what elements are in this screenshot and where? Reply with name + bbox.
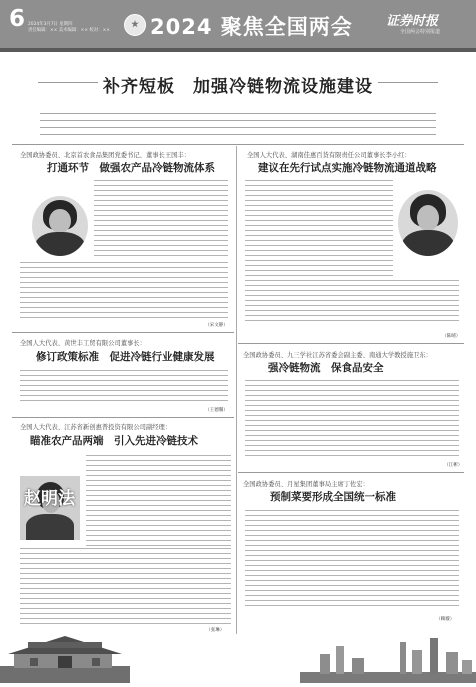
article-byline: （赖璇） xyxy=(436,617,455,622)
article-byline: （宋文静） xyxy=(205,323,228,328)
article-body xyxy=(86,455,231,550)
article-speaker: 全国政协委员、九三学社江苏省委会副主委、南通大学教授施卫东： xyxy=(243,352,432,359)
city-skyline-illustration xyxy=(300,632,476,683)
title-divider-right xyxy=(378,82,438,83)
article-headline: 建议在先行试点实施冷链物流通道战略 xyxy=(258,162,437,174)
speaker-photo xyxy=(398,190,458,256)
article-divider xyxy=(12,417,234,418)
tiananmen-gate-illustration xyxy=(0,628,130,683)
article-speaker: 全国人大代表、黄世丰工贸有限公司董事长： xyxy=(20,340,146,347)
article-body xyxy=(245,180,393,276)
article-byline: （江彬） xyxy=(444,463,463,468)
article-byline: （陈晴） xyxy=(442,334,461,339)
section-divider xyxy=(12,144,464,145)
article-headline: 预制菜要形成全国统一标准 xyxy=(270,491,396,503)
article-body xyxy=(245,380,459,460)
national-emblem-icon xyxy=(124,14,146,36)
paper-name: 证券时报 xyxy=(386,14,439,29)
article-speaker: 全国人大代表、湖南佳惠百货有限责任公司董事长李小红： xyxy=(247,152,411,159)
article-divider xyxy=(12,332,234,333)
article-speaker: 全国人大代表、江苏省新创惠普投资有限公司副经理： xyxy=(20,424,172,431)
article-speaker: 全国政协委员、北京首农食品集团党委书记、董事长王国丰： xyxy=(20,152,191,159)
intro-paragraph xyxy=(40,113,436,139)
article-body xyxy=(245,510,459,610)
column-divider xyxy=(236,146,237,634)
article-byline: （张琳） xyxy=(206,628,225,633)
article-headline: 强冷链物流 保食品安全 xyxy=(268,362,384,374)
article-divider xyxy=(238,343,464,344)
article-body xyxy=(94,180,228,260)
article-byline: （王德馨） xyxy=(205,408,228,413)
article-headline: 打通环节 做强农产品冷链物流体系 xyxy=(47,162,215,174)
article-divider xyxy=(238,472,464,473)
issue-editors: 责任编辑：×× 美术编辑：×× 校对：×× xyxy=(28,28,110,33)
paper-subtitle: 全国两会特别报道 xyxy=(400,29,441,35)
article-body xyxy=(20,262,228,320)
masthead-stripe xyxy=(0,48,476,52)
article-headline: 修订政策标准 促进冷链行业健康发展 xyxy=(36,351,215,363)
page-title: 补齐短板 加强冷链物流设施建设 xyxy=(103,77,373,97)
photo-caption-overlay: 赵明法 xyxy=(24,489,75,509)
page-number: 6 xyxy=(9,6,26,32)
masthead-title: 2024 聚焦全国两会 xyxy=(150,15,353,39)
article-body xyxy=(245,280,459,322)
article-body xyxy=(20,548,231,626)
article-speaker: 全国政协委员、月星集团董事局主席丁佐宏： xyxy=(243,481,369,488)
masthead xyxy=(0,0,476,52)
article-headline: 瞄准农产品两端 引入先进冷链技术 xyxy=(30,435,198,447)
speaker-photo xyxy=(20,476,80,540)
article-body xyxy=(20,370,228,405)
speaker-photo xyxy=(32,196,88,256)
issue-meta xyxy=(28,22,110,34)
issue-date: 2024年3月7日 星期四 xyxy=(28,22,73,27)
